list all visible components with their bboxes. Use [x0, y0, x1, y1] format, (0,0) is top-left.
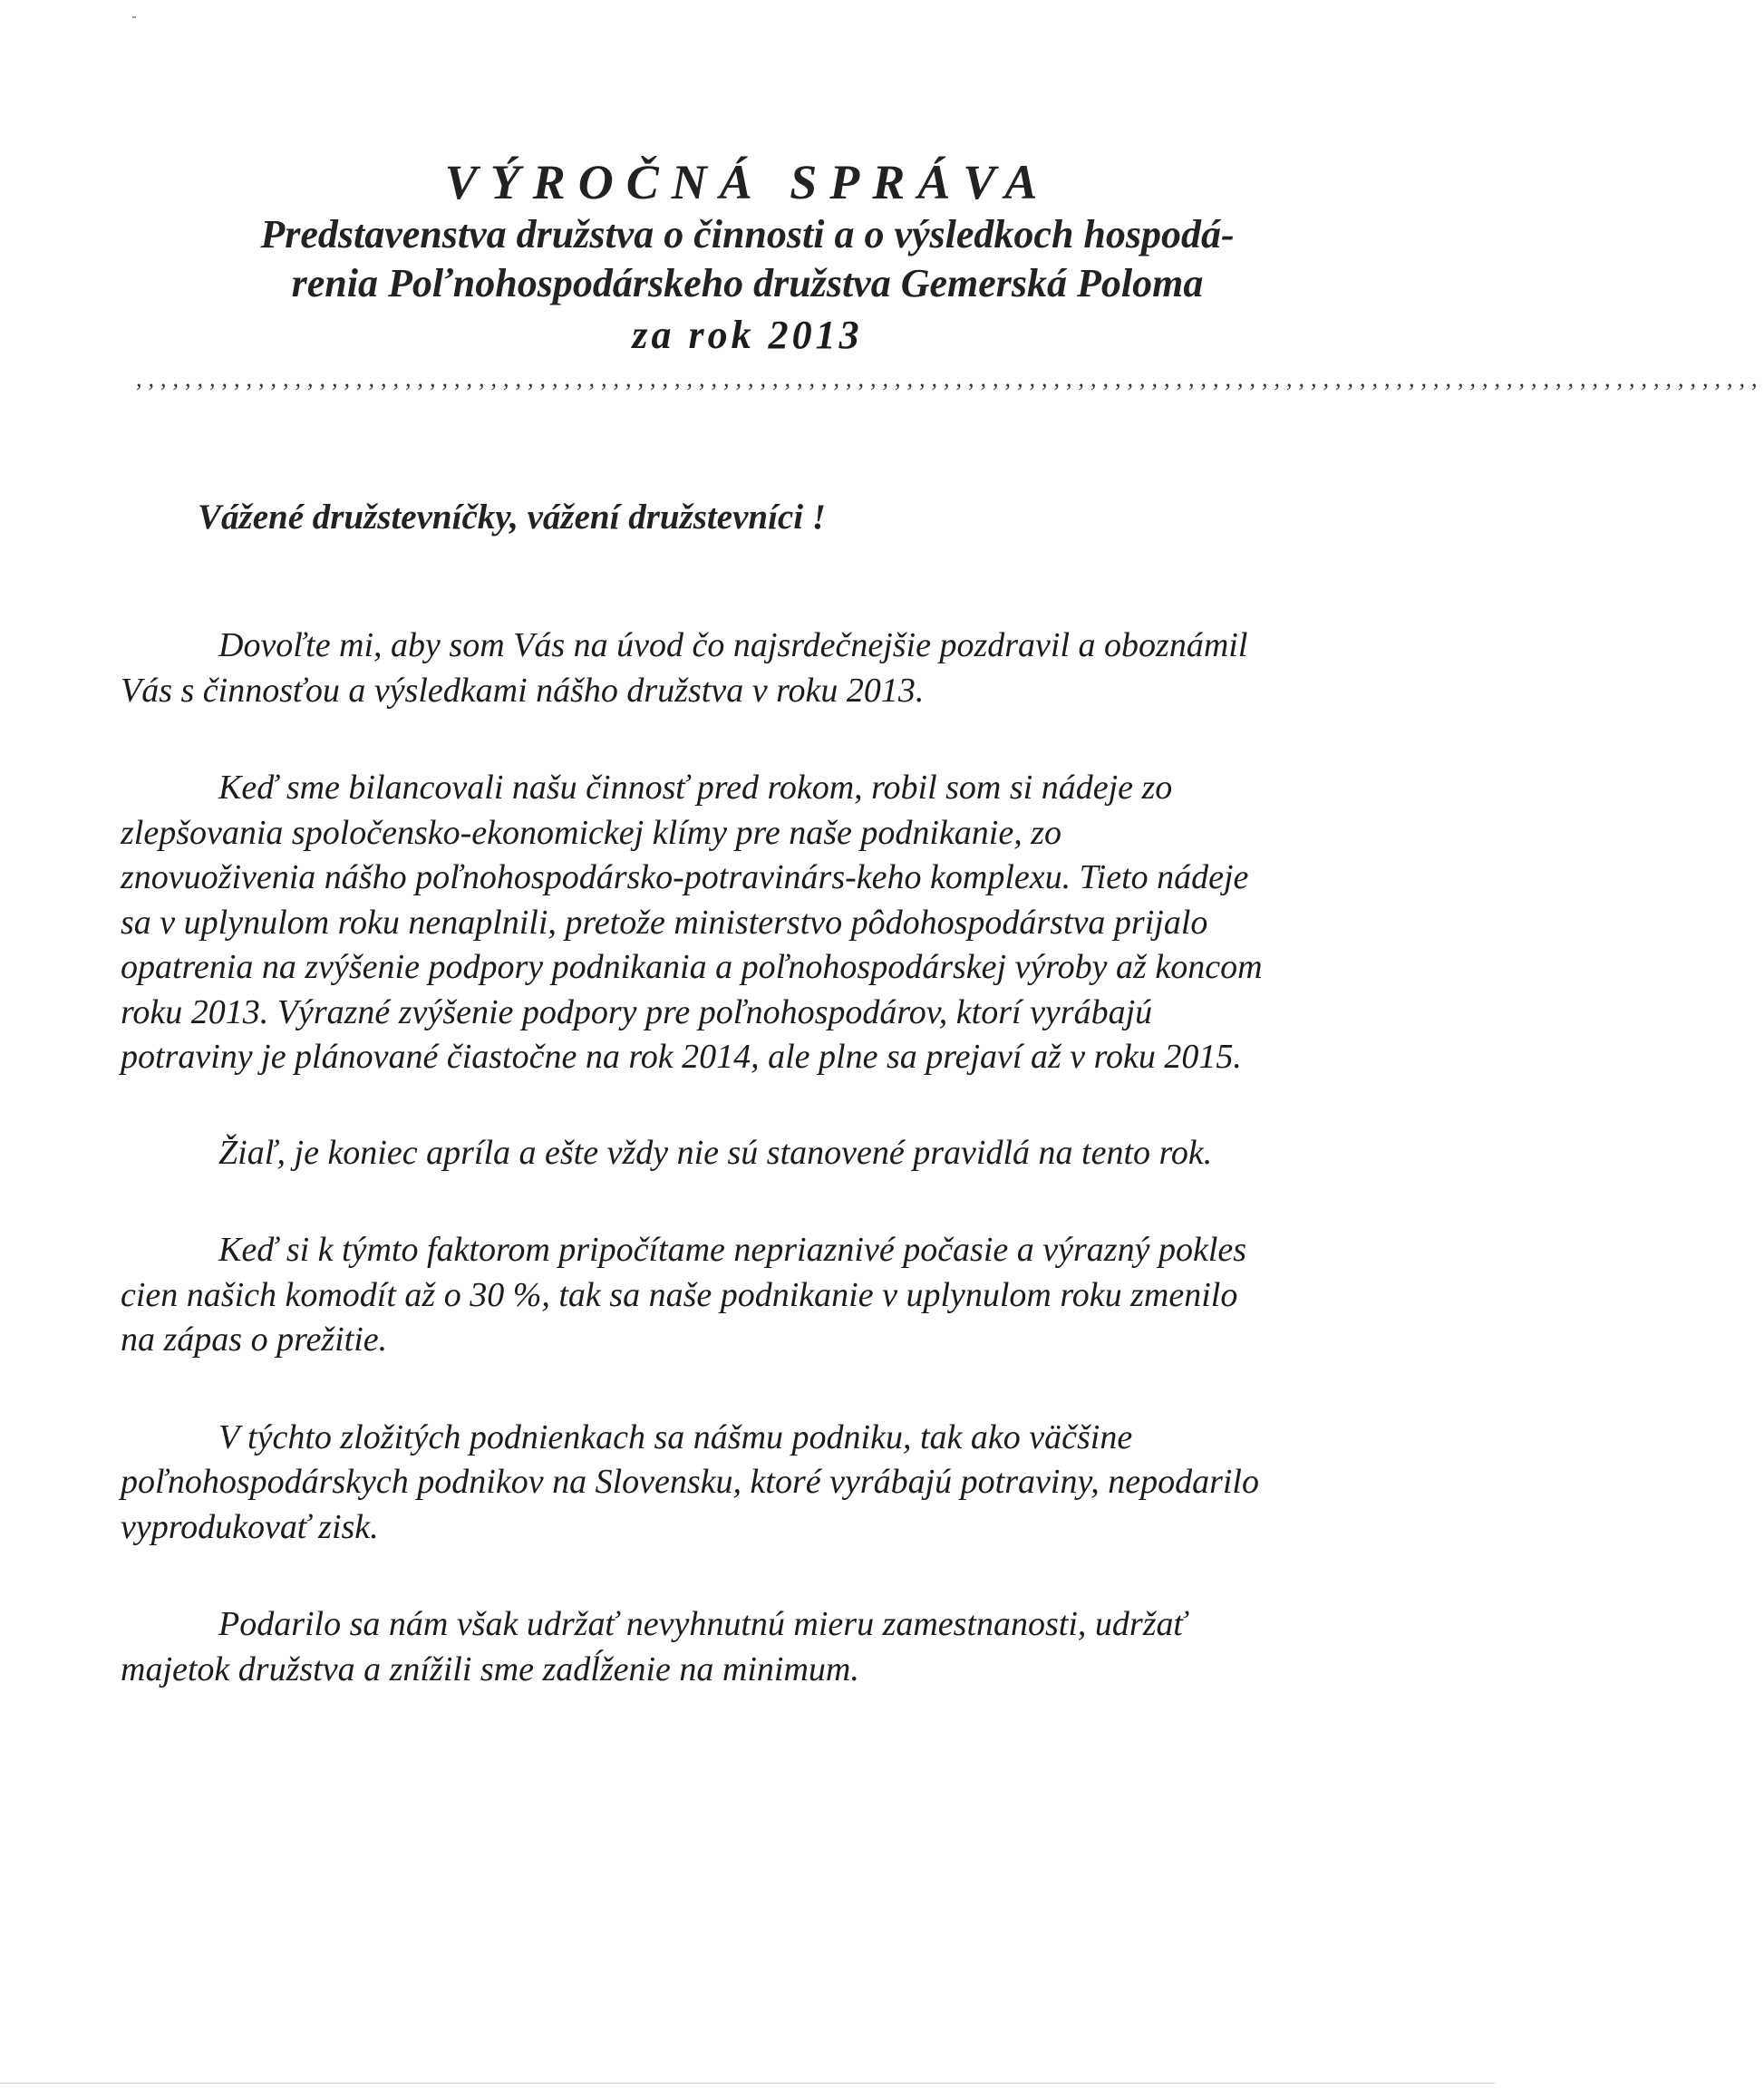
paragraph-2: Keď sme bilancovali našu činnosť pred rokom, robil som si nádeje zo zlepšovania spoločensko-ekonomickej klímy pre naše podnikanie, zo znovuoživenia nášho poľnohospodársko-potravinárs-keho komplexu. Tieto nádeje sa v uplynulom roku nenaplnili, pretože ministerstvo pôdohospodárstva prijalo opatrenia na zvýšenie podpory podnikania a poľnohospodárskej výroby až koncom roku 2013. Výrazné zvýšenie podpory pre poľnohospodárov, ktorí vyrábajú potraviny je plánované čiastočne na rok 2014, ale plne sa prejaví až v roku 2015. — [121, 769, 1263, 1076]
document-header — [0, 154, 1495, 363]
paragraph-3: Žiaľ, je koniec apríla a ešte vždy nie sú stanovené pravidlá na tento rok. — [218, 1133, 1213, 1172]
subtitle-line-1: Predstavenstva družstva o činnosti a o výsledkoch hospodá- — [260, 212, 1235, 256]
greeting: Vážené družstevníčky, vážení družstevníci ! — [198, 498, 826, 537]
scan-edge-line — [0, 2083, 1495, 2084]
paragraph-4: Keď si k týmto faktorom pripočítame nepriaznivé počasie a výrazný pokles cien našich komodít až o 30 %, tak sa naše podnikanie v uplynulom roku zmenilo na zápas o prežitie. — [121, 1231, 1247, 1359]
decorative-separator: ,,,,,,,,,,,,,,,,,,,,,,,,,,,,,,,,,,,,,,,,,,,,,,,,,,,,,,,,,,,,,,,,,,,,,,,,,,,,,,,,,,,,,,,,,,,,,,,,,,,,,,,,,,,,,,,,,,,,,,,,,,,,,,,,,,,,, — [136, 365, 1764, 392]
report-year: za rok 2013 — [632, 313, 863, 357]
document-title: VÝROČNÁ SPRÁVA — [444, 155, 1051, 209]
scan-speck — [132, 16, 136, 18]
paragraph-1: Dovoľte mi, aby som Vás na úvod čo najsrdečnejšie pozdravil a oboznámil Vás s činnosťou a výsledkami nášho družstva v roku 2013. — [121, 626, 1248, 710]
paragraph-5: V týchto zložitých podnienkach sa nášmu podniku, tak ako väčšine poľnohospodárskych podnikov na Slovensku, ktoré vyrábajú potraviny, nepodarilo vyprodukovať zisk. — [121, 1417, 1259, 1546]
document-body — [121, 624, 1263, 1692]
paragraph-6: Podarilo sa nám však udržať nevyhnutnú mieru zamestnanosti, udržať majetok družstva a znížili sme zadĺženie na minimum. — [121, 1605, 1187, 1688]
subtitle-line-2: renia Poľnohospodárskeho družstva Gemerská Poloma — [291, 261, 1204, 305]
